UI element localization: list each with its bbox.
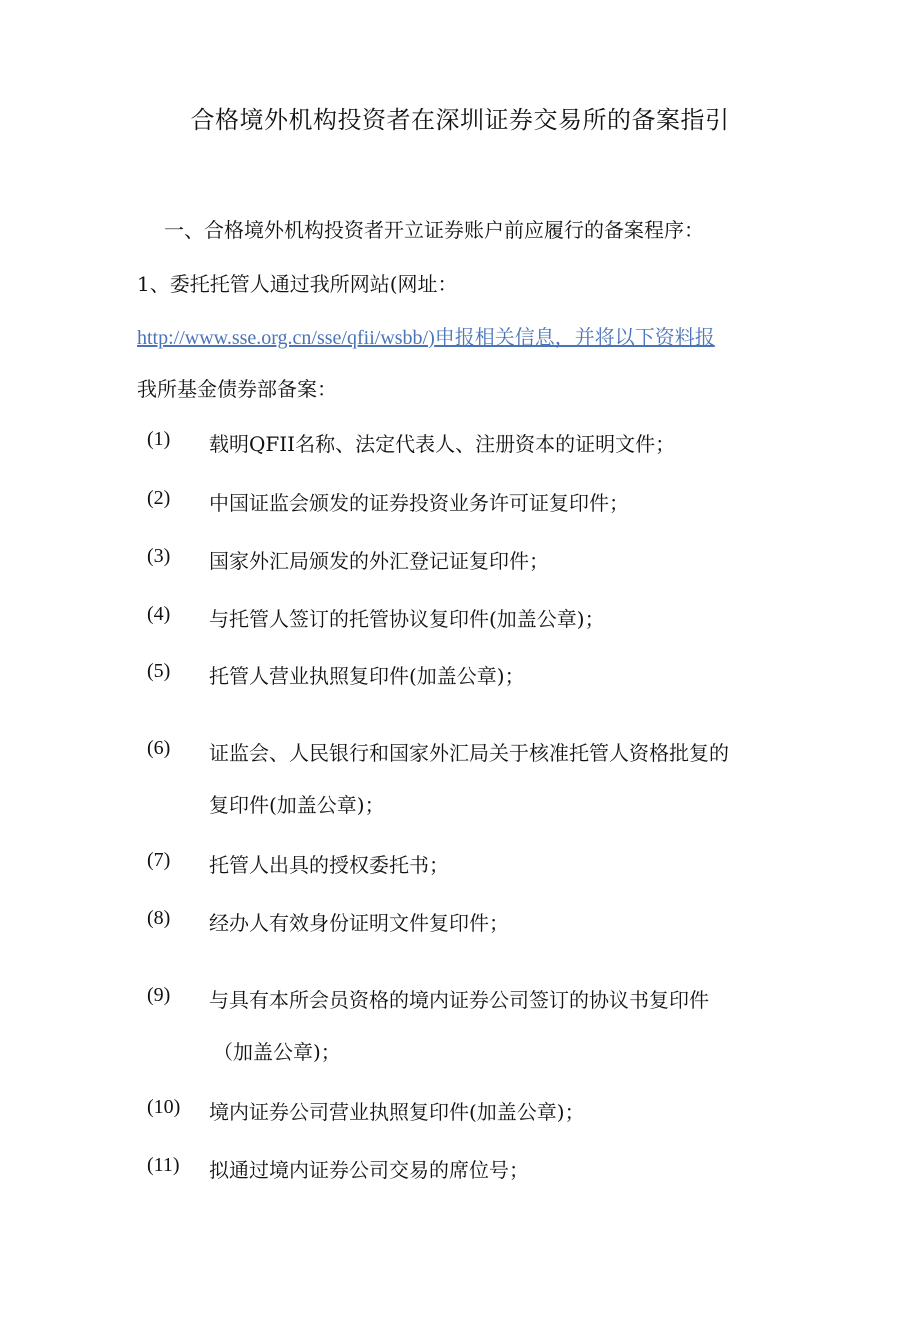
list-item-continuation: （加盖公章)； — [213, 1040, 341, 1064]
website-link[interactable]: http://www.sse.org.cn/sse/qfii/wsbb/) — [137, 327, 435, 349]
list-item-number: (11) — [147, 1154, 180, 1176]
list-item-continuation: 复印件(加盖公章)； — [209, 793, 385, 817]
list-item-number: (8) — [147, 907, 171, 929]
list-item-number: (10) — [147, 1096, 181, 1118]
list-item-number: (7) — [147, 849, 171, 871]
url-line — [137, 321, 715, 350]
url-suffix-text: 申报相关信息，并将以下资料报 — [434, 325, 715, 349]
list-item-number: (3) — [147, 545, 171, 567]
list-item-text: 境内证券公司营业执照复印件(加盖公章)； — [209, 1100, 585, 1124]
list-item-text: 与托管人签订的托管协议复印件(加盖公章)； — [209, 607, 605, 631]
step-1-text: 1、委托托管人通过我所网站(网址： — [137, 272, 458, 296]
list-item-text: 证监会、人民银行和国家外汇局关于核准托管人资格批复的 — [209, 741, 729, 765]
document-title: 合格境外机构投资者在深圳证券交易所的备案指引 — [190, 106, 730, 134]
list-item-number: (4) — [147, 603, 171, 625]
list-item-text: 国家外汇局颁发的外汇登记证复印件； — [209, 549, 549, 573]
list-item-text: 托管人出具的授权委托书； — [209, 853, 449, 877]
list-item-text: 与具有本所会员资格的境内证券公司签订的协议书复印件 — [209, 988, 709, 1012]
section-heading: 一、合格境外机构投资者开立证券账户前应履行的备案程序： — [164, 218, 704, 242]
list-item-number: (1) — [147, 428, 171, 450]
list-item-text: 托管人营业执照复印件(加盖公章)； — [209, 664, 525, 688]
list-item-text: 经办人有效身份证明文件复印件； — [209, 911, 509, 935]
list-item-number: (6) — [147, 737, 171, 759]
list-item-number: (5) — [147, 660, 171, 682]
department-line: 我所基金债券部备案： — [137, 377, 337, 401]
list-item-text: 中国证监会颁发的证券投资业务许可证复印件； — [209, 491, 629, 515]
list-item-number: (9) — [147, 984, 171, 1006]
list-item-text: 拟通过境内证券公司交易的席位号； — [209, 1158, 529, 1182]
list-item-text: 载明QFII名称、法定代表人、注册资本的证明文件； — [209, 432, 676, 456]
list-item-number: (2) — [147, 487, 171, 509]
